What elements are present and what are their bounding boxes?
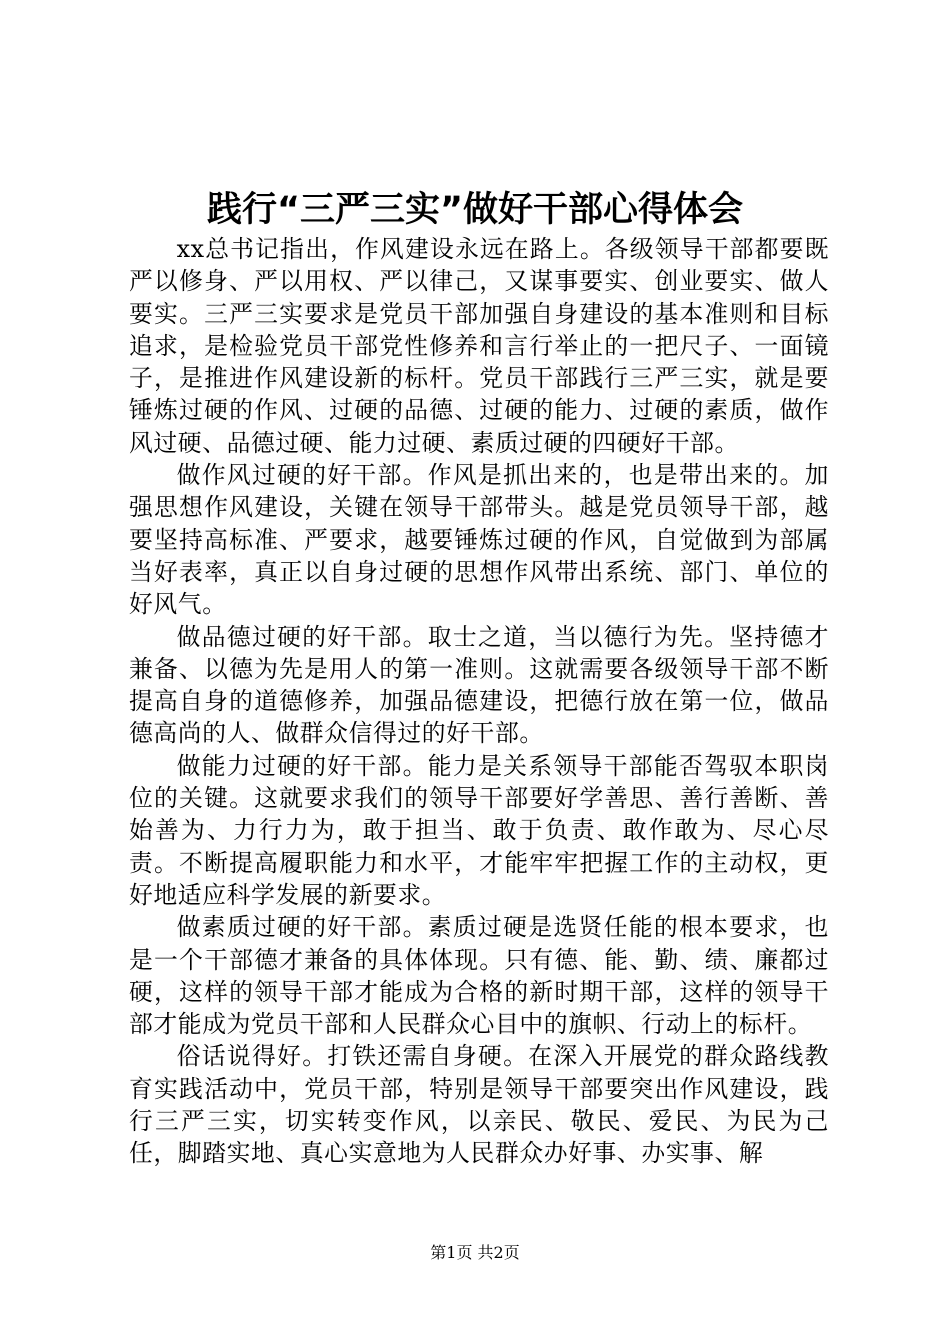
document-title: 践行“三严三实”做好干部心得体会 <box>206 190 743 230</box>
page-number-footer: 第1页 共2页 <box>430 1243 520 1262</box>
paragraph-morality: 做品德过硬的好干部。取士之道，当以德行为先。坚持德才兼备、以德为先是用人的第一准则。这就需要各级领导干部不断提高自身的道德修养，加强品德建设，把德行放在第一位，做品德高尚的人、做群众信得过的好干部。 <box>129 622 829 748</box>
paragraph-intro: xx总书记指出，作风建设永远在路上。各级领导干部都要既严以修身、严以用权、严以律己，又谋事要实、创业要实、做人要实。三严三实要求是党员干部加强自身建设的基本准则和目标追求，是检验党员干部党性修养和言行举止的一把尺子、一面镜子，是推进作风建设新的标杆。党员干部践行三严三实，就是要锤炼过硬的作风、过硬的品德、过硬的能力、过硬的素质，做作风过硬、品德过硬、能力过硬、素质过硬的四硬好干部。 <box>129 235 829 457</box>
paragraph-ability: 做能力过硬的好干部。能力是关系领导干部能否驾驭本职岗位的关键。这就要求我们的领导干部要好学善思、善行善断、善始善为、力行力为，敢于担当、敢于负责、敢作敢为、尽心尽责。不断提高履职能力和水平，才能牢牢把握工作的主动权，更好地适应科学发展的新要求。 <box>129 751 829 909</box>
document-body <box>129 233 829 1170</box>
paragraph-quality: 做素质过硬的好干部。素质过硬是选贤任能的根本要求，也是一个干部德才兼备的具体体现。只有德、能、勤、绩、廉都过硬，这样的领导干部才能成为合格的新时期干部，这样的领导干部才能成为党员干部和人民群众心目中的旗帜、行动上的标杆。 <box>129 913 829 1039</box>
paragraph-style: 做作风过硬的好干部。作风是抓出来的，也是带出来的。加强思想作风建设，关键在领导干部带头。越是党员领导干部，越要坚持高标准、严要求，越要锤炼过硬的作风，自觉做到为部属当好表率，真正以自身过硬的思想作风带出系统、部门、单位的好风气。 <box>129 461 829 619</box>
paragraph-conclusion: 俗话说得好。打铁还需自身硬。在深入开展党的群众路线教育实践活动中，党员干部，特别是领导干部要突出作风建设，践行三严三实，切实转变作风，以亲民、敬民、爱民、为民为己任，脚踏实地、真心实意地为人民群众办好事、办实事、解 <box>129 1042 829 1168</box>
